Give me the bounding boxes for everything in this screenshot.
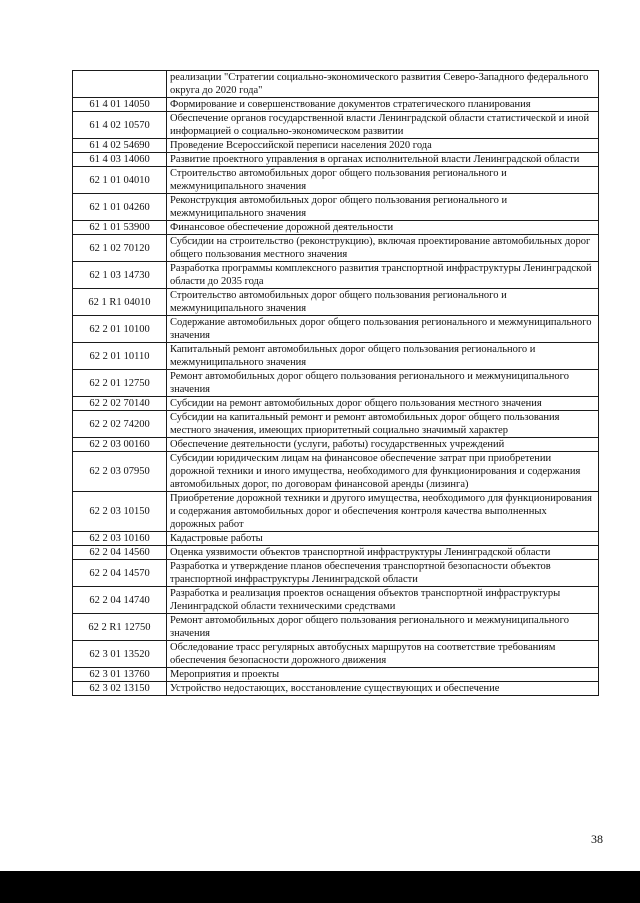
table-row <box>73 438 599 452</box>
row-description: Ремонт автомобильных дорог общего пользования регионального и межмуниципального значения <box>167 614 599 641</box>
table-row <box>73 316 599 343</box>
row-description: Субсидии на ремонт автомобильных дорог общего пользования местного значения <box>167 397 599 411</box>
table-row <box>73 492 599 532</box>
row-description: Разработка программы комплексного развития транспортной инфраструктуры Ленинградской области до 2035 года <box>167 262 599 289</box>
row-code: 62 3 01 13520 <box>73 641 167 668</box>
table-row <box>73 411 599 438</box>
row-code: 62 1 R1 04010 <box>73 289 167 316</box>
table-row <box>73 262 599 289</box>
table-row <box>73 668 599 682</box>
row-description: Обеспечение деятельности (услуги, работы) государственных учреждений <box>167 438 599 452</box>
table-row <box>73 98 599 112</box>
row-description: Строительство автомобильных дорог общего пользования регионального и межмуниципального значения <box>167 167 599 194</box>
row-code: 62 2 03 10160 <box>73 532 167 546</box>
scan-border <box>0 871 640 903</box>
row-description: Субсидии на капитальный ремонт и ремонт автомобильных дорог общего пользования местного значения, имеющих приоритетный социально значимый характер <box>167 411 599 438</box>
row-code: 62 3 02 13150 <box>73 682 167 696</box>
row-code: 62 1 02 70120 <box>73 235 167 262</box>
table-row <box>73 587 599 614</box>
row-description: Финансовое обеспечение дорожной деятельности <box>167 221 599 235</box>
row-code: 61 4 01 14050 <box>73 98 167 112</box>
table-row <box>73 641 599 668</box>
table-row <box>73 71 599 98</box>
table-row <box>73 546 599 560</box>
row-code: 62 1 03 14730 <box>73 262 167 289</box>
row-code: 62 2 01 10100 <box>73 316 167 343</box>
row-code: 62 1 01 04260 <box>73 194 167 221</box>
row-description: Обследование трасс регулярных автобусных маршрутов на соответствие требованиям обеспечения безопасности дорожного движения <box>167 641 599 668</box>
row-code: 62 2 04 14570 <box>73 560 167 587</box>
row-description: Оценка уязвимости объектов транспортной инфраструктуры Ленинградской области <box>167 546 599 560</box>
row-description: Формирование и совершенствование документов стратегического планирования <box>167 98 599 112</box>
row-description: Разработка и утверждение планов обеспечения транспортной безопасности объектов транспортной инфраструктуры Ленинградской области <box>167 560 599 587</box>
row-description: Капитальный ремонт автомобильных дорог общего пользования регионального и межмуниципального значения <box>167 343 599 370</box>
row-description: Содержание автомобильных дорог общего пользования регионального и межмуниципального значения <box>167 316 599 343</box>
row-code: 62 2 04 14560 <box>73 546 167 560</box>
row-code: 62 2 03 00160 <box>73 438 167 452</box>
row-description: Устройство недостающих, восстановление существующих и обеспечение <box>167 682 599 696</box>
table-row <box>73 153 599 167</box>
row-description: Реконструкция автомобильных дорог общего пользования регионального и межмуниципального значения <box>167 194 599 221</box>
row-code: 61 4 03 14060 <box>73 153 167 167</box>
row-description: Проведение Всероссийской переписи населения 2020 года <box>167 139 599 153</box>
row-code: 62 2 02 70140 <box>73 397 167 411</box>
row-code: 62 2 03 07950 <box>73 452 167 492</box>
row-code: 62 1 01 53900 <box>73 221 167 235</box>
row-description: Мероприятия и проекты <box>167 668 599 682</box>
row-description: Приобретение дорожной техники и другого имущества, необходимого для функционирования и содержания автомобильных дорог и обеспечения контроля качества выполненных дорожных работ <box>167 492 599 532</box>
row-code: 61 4 02 54690 <box>73 139 167 153</box>
table-row <box>73 139 599 153</box>
table-row <box>73 397 599 411</box>
row-code: 62 2 R1 12750 <box>73 614 167 641</box>
budget-codes-table <box>72 70 599 696</box>
page-number: 38 <box>591 832 603 846</box>
table-row <box>73 112 599 139</box>
row-description: Обеспечение органов государственной власти Ленинградской области статистической и иной информацией о социально-экономическом развитии <box>167 112 599 139</box>
row-description: Ремонт автомобильных дорог общего пользования регионального и межмуниципального значения <box>167 370 599 397</box>
row-code <box>73 71 167 98</box>
table-row <box>73 194 599 221</box>
table-row <box>73 343 599 370</box>
row-code: 62 2 03 10150 <box>73 492 167 532</box>
table-row <box>73 614 599 641</box>
row-code: 62 3 01 13760 <box>73 668 167 682</box>
table-row <box>73 452 599 492</box>
row-description: Развитие проектного управления в органах исполнительной власти Ленинградской области <box>167 153 599 167</box>
row-description: реализации "Стратегии социально-экономического развития Северо-Западного федерального округа до 2020 года" <box>167 71 599 98</box>
table-row <box>73 235 599 262</box>
row-description: Субсидии юридическим лицам на финансовое обеспечение затрат при приобретении дорожной техники и иного имущества, необходимого для функционирования и содержания автомобильных дорог, по договорам финансовой аренды (лизинга) <box>167 452 599 492</box>
table-row <box>73 560 599 587</box>
row-code: 61 4 02 10570 <box>73 112 167 139</box>
table-row <box>73 167 599 194</box>
table-row <box>73 289 599 316</box>
row-description: Разработка и реализация проектов оснащения объектов транспортной инфраструктуры Ленинградской области техническими средствами <box>167 587 599 614</box>
table-row <box>73 532 599 546</box>
table-row <box>73 682 599 696</box>
row-description: Кадастровые работы <box>167 532 599 546</box>
table-body <box>73 71 599 696</box>
row-description: Строительство автомобильных дорог общего пользования регионального и межмуниципального значения <box>167 289 599 316</box>
row-code: 62 2 01 10110 <box>73 343 167 370</box>
table-row <box>73 221 599 235</box>
row-code: 62 2 01 12750 <box>73 370 167 397</box>
row-code: 62 2 04 14740 <box>73 587 167 614</box>
table-row <box>73 370 599 397</box>
row-code: 62 1 01 04010 <box>73 167 167 194</box>
row-description: Субсидии на строительство (реконструкцию), включая проектирование автомобильных дорог общего пользования местного значения <box>167 235 599 262</box>
row-code: 62 2 02 74200 <box>73 411 167 438</box>
